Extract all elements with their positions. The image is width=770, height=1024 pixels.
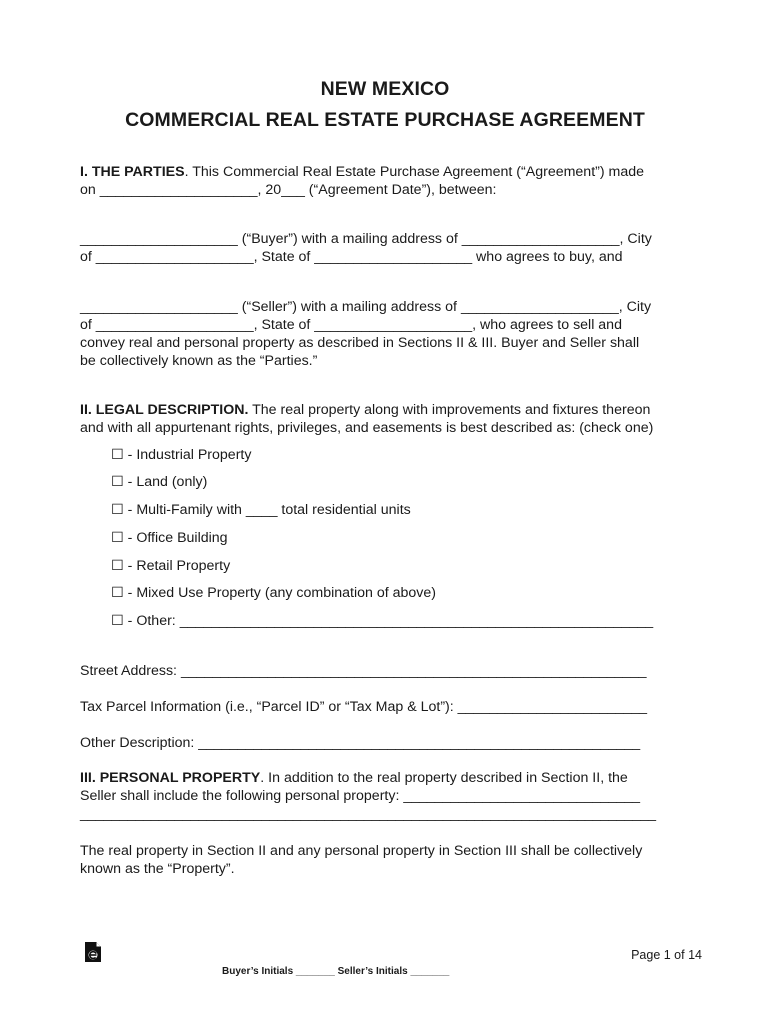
property-definition-line1: The real property in Section II and any personal property in Section III shall be collectively	[80, 843, 643, 859]
parties-text: . This Commercial Real Estate Purchase Agreement (“Agreement”) made	[184, 164, 645, 180]
legal-paragraph-line1	[80, 402, 650, 419]
option-industrial[interactable]: ☐ - Industrial Property	[111, 447, 252, 463]
street-address-field[interactable]: Street Address: ___________________________________________________________	[80, 663, 647, 679]
seller-line2: of ____________________, State of ____________________, who agrees to sell and	[80, 317, 622, 333]
personal-line3[interactable]: _________________________________________________________________________	[80, 806, 656, 822]
buyer-line1: ____________________ (“Buyer”) with a mailing address of ____________________, City	[80, 231, 652, 247]
option-mixed-use[interactable]: ☐ - Mixed Use Property (any combination of above)	[111, 585, 436, 601]
parties-heading: I. THE PARTIES	[80, 164, 185, 180]
option-other[interactable]: ☐ - Other: ____________________________________________________________	[111, 613, 654, 629]
parties-paragraph-line1	[80, 164, 644, 181]
legal-heading: II. LEGAL DESCRIPTION.	[80, 402, 249, 418]
title-agreement: COMMERCIAL REAL ESTATE PURCHASE AGREEMENT	[125, 109, 645, 131]
option-land[interactable]: ☐ - Land (only)	[111, 474, 208, 490]
personal-paragraph-line1	[80, 770, 628, 787]
seller-line3: convey real and personal property as described in Sections II & III. Buyer and Seller shall	[80, 335, 640, 351]
personal-text: . In addition to the real property described in Section II, the	[260, 770, 628, 786]
personal-line2[interactable]: Seller shall include the following personal property: ______________________________	[80, 788, 641, 804]
buyer-line2: of ____________________, State of ____________________ who agrees to buy, and	[80, 249, 623, 265]
parties-line2: on ____________________, 20___ (“Agreement Date”), between:	[80, 182, 497, 198]
legal-text: The real property along with improvements and fixtures thereon	[248, 402, 651, 418]
seller-line1: ____________________ (“Seller”) with a mailing address of ____________________, City	[80, 299, 652, 315]
title-state: NEW MEXICO	[320, 78, 450, 100]
seller-line4: be collectively known as the “Parties.”	[80, 353, 318, 369]
property-definition-line2: known as the “Property”.	[80, 861, 235, 877]
option-office[interactable]: ☐ - Office Building	[111, 530, 228, 546]
personal-heading: III. PERSONAL PROPERTY	[80, 770, 261, 786]
initials-line[interactable]: Buyer’s Initials _______ Seller’s Initials _______	[222, 966, 450, 977]
tax-parcel-field[interactable]: Tax Parcel Information (i.e., “Parcel ID” or “Tax Map & Lot”): ________________________	[80, 699, 648, 715]
page-number: Page 1 of 14	[631, 948, 702, 962]
legal-line2: and with all appurtenant rights, privileges, and easements is best described as: (check one)	[80, 420, 654, 436]
document-e-icon	[84, 941, 102, 963]
other-description-field[interactable]: Other Description: ________________________________________________________	[80, 735, 641, 751]
option-retail[interactable]: ☐ - Retail Property	[111, 558, 231, 574]
option-multifamily[interactable]: ☐ - Multi-Family with ____ total residential units	[111, 502, 411, 518]
